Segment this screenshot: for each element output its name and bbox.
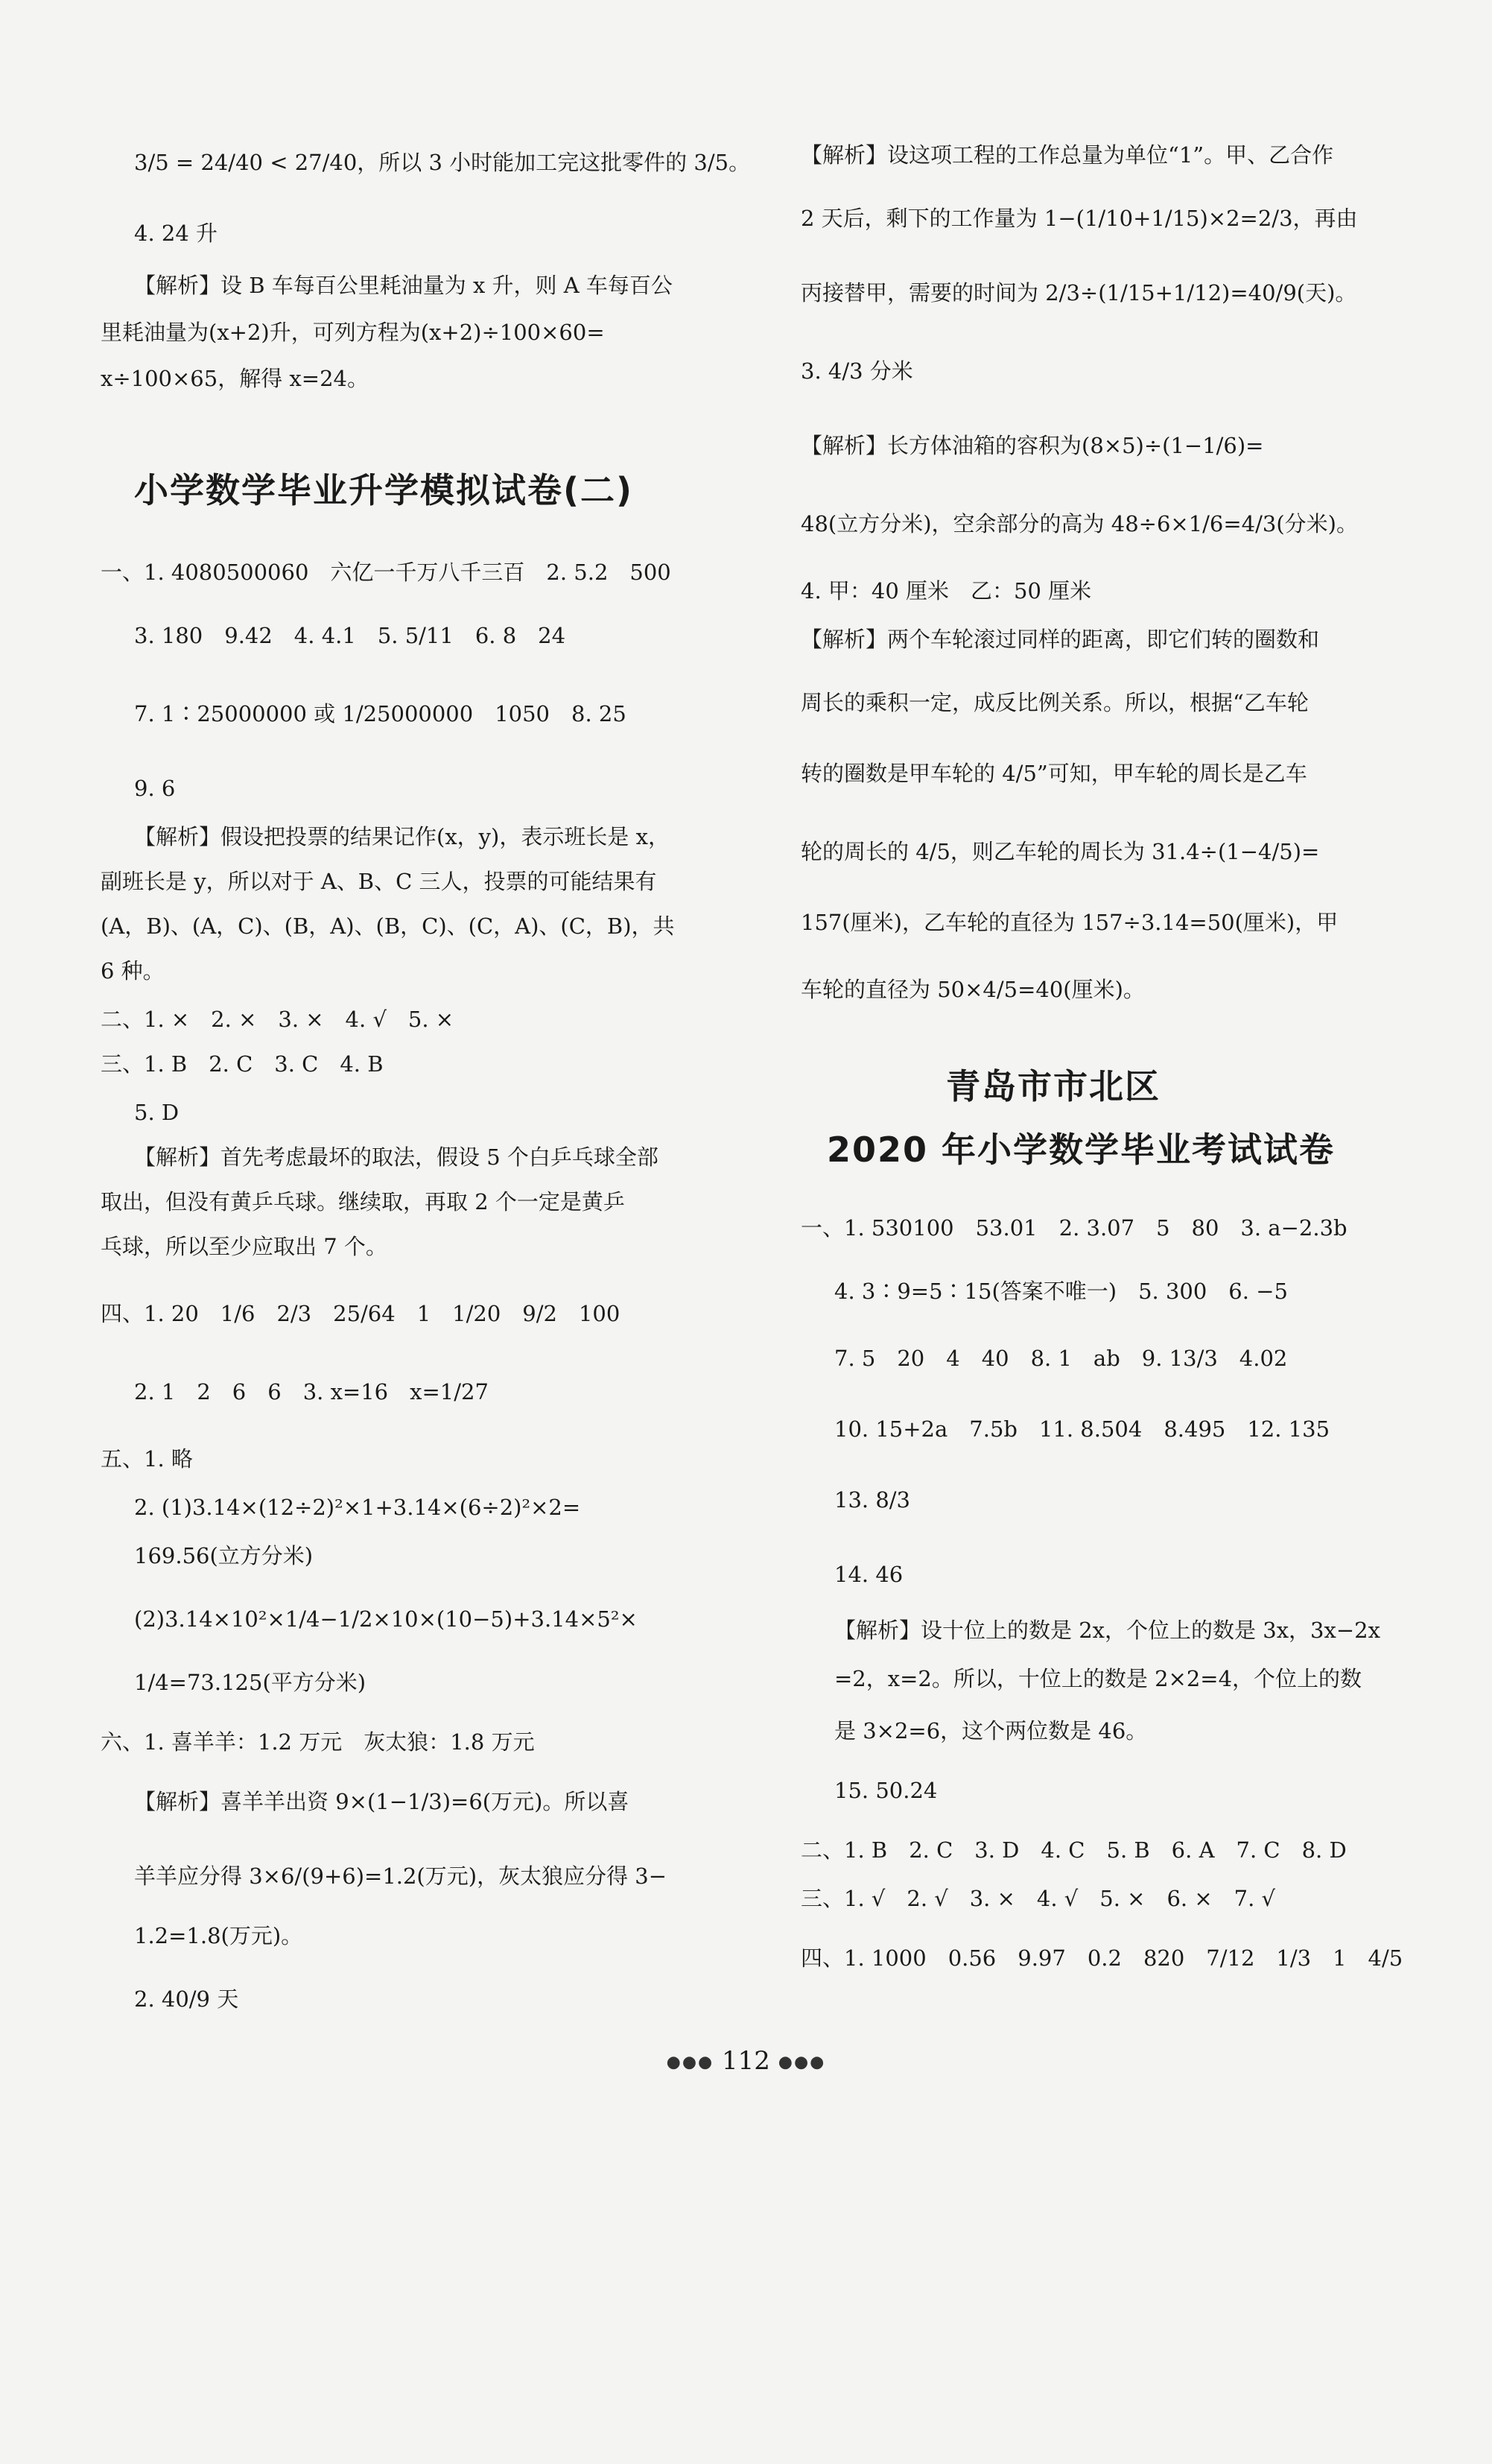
text-line: 7. 1∶25000000 或 1/25000000 1050 8. 25 bbox=[134, 701, 626, 726]
text-line: 五、1. 略 bbox=[101, 1446, 193, 1472]
text-line: 车轮的直径为 50×4/5=40(厘米)。 bbox=[801, 977, 1145, 1002]
page-number: 112 bbox=[722, 2046, 770, 2076]
text-line: 【解析】设十位上的数是 2x，个位上的数是 3x，3x−2x bbox=[834, 1618, 1380, 1643]
text-line: 3. 4/3 分米 bbox=[801, 358, 913, 384]
text-line: (A，B)、(A，C)、(B，A)、(B，C)、(C，A)、(C，B)，共 bbox=[101, 913, 675, 939]
text-line: 5. D bbox=[134, 1100, 180, 1125]
text-line: 2. 40/9 天 bbox=[134, 1986, 239, 2012]
text-line: 4. 3∶9=5∶15(答案不唯一) 5. 300 6. −5 bbox=[834, 1279, 1288, 1304]
page-footer bbox=[0, 2045, 1492, 2077]
text-line: 157(厘米)，乙车轮的直径为 157÷3.14=50(厘米)，甲 bbox=[801, 910, 1339, 935]
text-line: 羊羊应分得 3×6/(9+6)=1.2(万元)，灰太狼应分得 3− bbox=[134, 1863, 667, 1889]
text-line: 周长的乘积一定，成反比例关系。所以，根据“乙车轮 bbox=[801, 690, 1309, 715]
text-line: 乓球，所以至少应取出 7 个。 bbox=[101, 1234, 387, 1259]
text-line: 一、1. 4080500060 六亿一千万八千三百 2. 5.2 500 bbox=[101, 560, 671, 585]
text-line: 3. 180 9.42 4. 4.1 5. 5/11 6. 8 24 bbox=[134, 623, 566, 648]
text-line: x÷100×65，解得 x=24。 bbox=[101, 366, 369, 391]
text-line: 三、1. B 2. C 3. C 4. B bbox=[101, 1051, 384, 1077]
text-line: 【解析】喜羊羊出资 9×(1−1/3)=6(万元)。所以喜 bbox=[134, 1789, 629, 1814]
section-title: 青岛市市北区 bbox=[946, 1066, 1161, 1106]
text-line: 14. 46 bbox=[834, 1562, 904, 1587]
text-line: 10. 15+2a 7.5b 11. 8.504 8.495 12. 135 bbox=[834, 1416, 1330, 1442]
text-line: 【解析】长方体油箱的容积为(8×5)÷(1−1/6)= bbox=[801, 433, 1264, 458]
text-line: 二、1. × 2. × 3. × 4. √ 5. × bbox=[101, 1007, 454, 1032]
text-line: 里耗油量为(x+2)升，可列方程为(x+2)÷100×60= bbox=[101, 320, 605, 345]
text-line: 【解析】假设把投票的结果记作(x，y)，表示班长是 x， bbox=[134, 824, 670, 849]
text-line: 【解析】设 B 车每百公里耗油量为 x 升，则 A 车每百公 bbox=[134, 273, 673, 298]
text-line: 4. 24 升 bbox=[134, 221, 218, 246]
text-line: 【解析】两个车轮滚过同样的距离，即它们转的圈数和 bbox=[801, 627, 1320, 652]
text-line: 副班长是 y，所以对于 A、B、C 三人，投票的可能结果有 bbox=[101, 869, 657, 894]
text-line: 2. 1 2 6 6 3. x=16 x=1/27 bbox=[134, 1379, 489, 1404]
dots-right: ●●● bbox=[778, 2053, 826, 2072]
section-title: 小学数学毕业升学模拟试卷(二) bbox=[134, 470, 634, 510]
text-line: 四、1. 1000 0.56 9.97 0.2 820 7/12 1/3 1 4/5 bbox=[801, 1945, 1403, 1971]
text-line: 7. 5 20 4 40 8. 1 ab 9. 13/3 4.02 bbox=[834, 1346, 1288, 1371]
text-line: 9. 6 bbox=[134, 776, 176, 801]
text-line: 6 种。 bbox=[101, 958, 165, 984]
text-line: 三、1. √ 2. √ 3. × 4. √ 5. × 6. × 7. √ bbox=[801, 1886, 1276, 1911]
text-line: 169.56(立方分米) bbox=[134, 1543, 314, 1568]
text-line: 2 天后，剩下的工作量为 1−(1/10+1/15)×2=2/3，再由 bbox=[801, 206, 1358, 231]
text-line: 取出，但没有黄乒乓球。继续取，再取 2 个一定是黄乒 bbox=[101, 1189, 625, 1214]
text-line: 13. 8/3 bbox=[834, 1487, 911, 1513]
text-line: 是 3×2=6，这个两位数是 46。 bbox=[834, 1718, 1148, 1744]
text-line: 2. (1)3.14×(12÷2)²×1+3.14×(6÷2)²×2= bbox=[134, 1495, 581, 1520]
text-line: 轮的周长的 4/5，则乙车轮的周长为 31.4÷(1−4/5)= bbox=[801, 839, 1320, 864]
text-line: 15. 50.24 bbox=[834, 1778, 938, 1803]
text-line: 二、1. B 2. C 3. D 4. C 5. B 6. A 7. C 8. D bbox=[801, 1837, 1347, 1863]
text-line: 48(立方分米)，空余部分的高为 48÷6×1/6=4/3(分米)。 bbox=[801, 511, 1358, 536]
text-line: 1.2=1.8(万元)。 bbox=[134, 1923, 303, 1948]
text-line: 1/4=73.125(平方分米) bbox=[134, 1670, 366, 1695]
text-line: 一、1. 530100 53.01 2. 3.07 5 80 3. a−2.3b bbox=[801, 1215, 1347, 1241]
text-line: 3/5 = 24/40 < 27/40，所以 3 小时能加工完这批零件的 3/5。 bbox=[134, 150, 751, 175]
text-line: 【解析】设这项工程的工作总量为单位“1”。甲、乙合作 bbox=[801, 142, 1334, 168]
text-line: 【解析】首先考虑最坏的取法，假设 5 个白乒乓球全部 bbox=[134, 1144, 658, 1170]
text-line: 四、1. 20 1/6 2/3 25/64 1 1/20 9/2 100 bbox=[101, 1301, 620, 1326]
text-line: 六、1. 喜羊羊：1.2 万元 灰太狼：1.8 万元 bbox=[101, 1729, 535, 1755]
text-line: 丙接替甲，需要的时间为 2/3÷(1/15+1/12)=40/9(天)。 bbox=[801, 280, 1357, 305]
text-line: 4. 甲：40 厘米 乙：50 厘米 bbox=[801, 578, 1092, 604]
text-line: (2)3.14×10²×1/4−1/2×10×(10−5)+3.14×5²× bbox=[134, 1606, 638, 1632]
text-line: =2，x=2。所以，十位上的数是 2×2=4，个位上的数 bbox=[834, 1666, 1362, 1691]
section-title: 2020 年小学数学毕业考试试卷 bbox=[827, 1130, 1336, 1170]
dots-left: ●●● bbox=[666, 2053, 714, 2072]
text-line: 转的圈数是甲车轮的 4/5”可知，甲车轮的周长是乙车 bbox=[801, 761, 1307, 786]
